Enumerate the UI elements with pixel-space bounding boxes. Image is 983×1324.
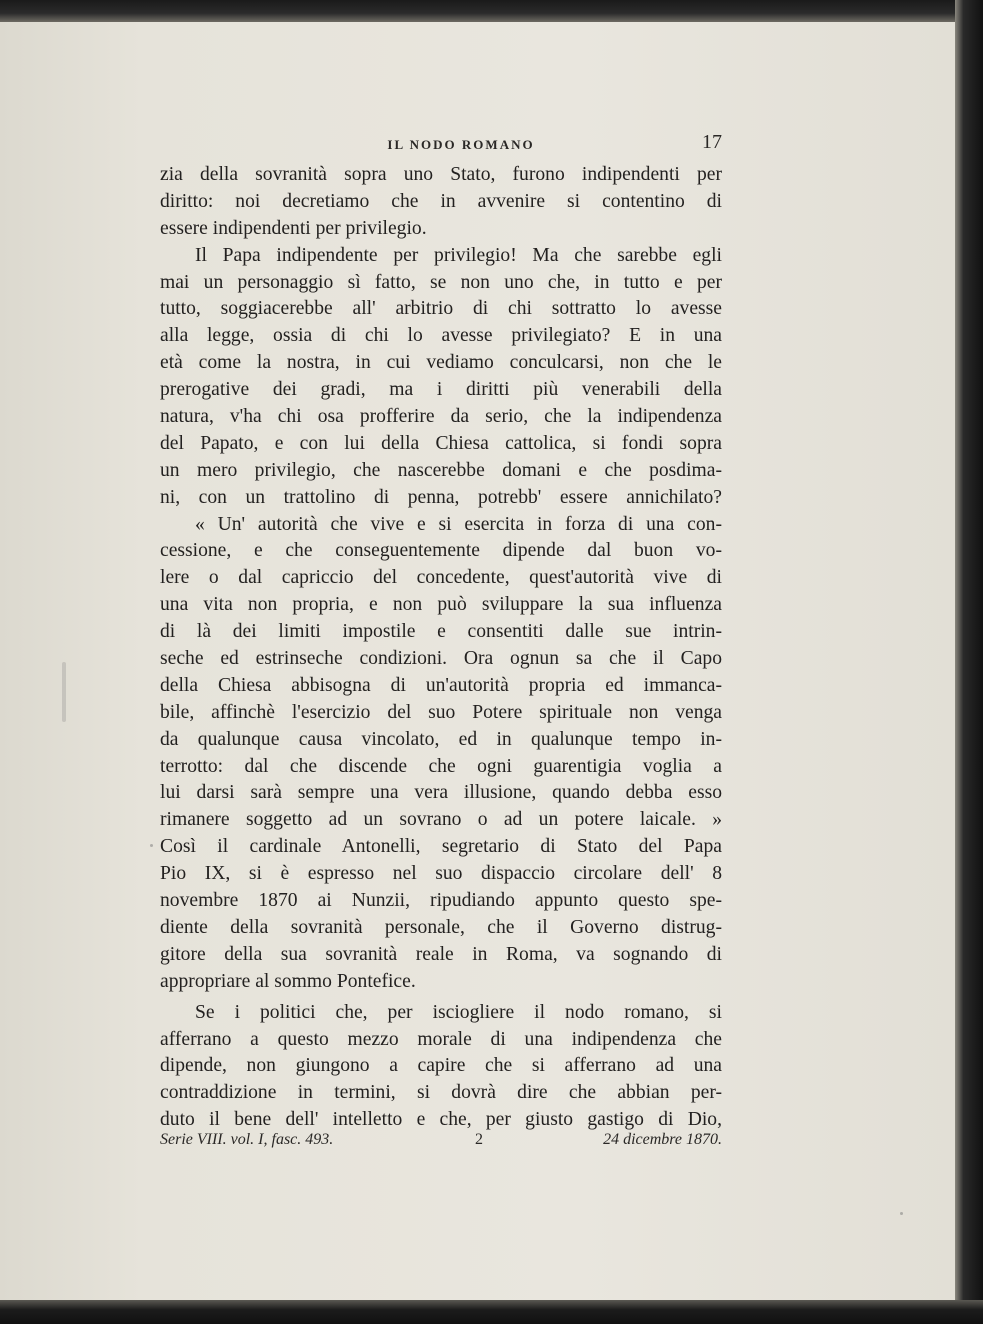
text-line: mai un personaggio sì fatto, se non uno che, in tutto e per — [160, 271, 722, 293]
text-line: seche ed estrinseche condizioni. Ora ognun sa che il Capo — [160, 648, 722, 670]
scan-artifact — [62, 662, 66, 722]
text-line: Pio IX, si è espresso nel suo dispaccio circolare dell' 8 — [160, 863, 722, 885]
paragraph-2 — [160, 243, 722, 512]
body-text — [160, 162, 722, 1134]
text-line: tutto, soggiacerebbe all' arbitrio di chi sottratto lo avesse — [160, 298, 722, 320]
text-line: prerogative dei gradi, ma i diritti più venerabili della — [160, 379, 722, 401]
text-line: alla legge, ossia di chi lo avesse privilegiato? E in una — [160, 325, 722, 347]
scan-border-bottom — [0, 1300, 983, 1324]
text-line: Se i politici che, per isciogliere il nodo romano, si — [195, 1001, 722, 1023]
running-head: IL NODO ROMANO — [387, 137, 535, 152]
text-line: « Un' autorità che vive e si esercita in forza di una con- — [195, 513, 722, 535]
text-line: essere indipendenti per privilegio. — [160, 217, 427, 239]
scan-artifact — [900, 1212, 903, 1215]
text-line: afferrano a questo mezzo morale di una indipendenza che — [160, 1028, 722, 1050]
text-line: rimanere soggetto ad un sovrano o ad un potere laicale. » — [160, 809, 722, 831]
text-line: contraddizione in termini, si dovrà dire che abbian per- — [160, 1082, 722, 1104]
text-line: un mero privilegio, che nascerebbe domani e che posdima- — [160, 459, 722, 481]
scan-border-top — [0, 0, 983, 22]
text-line: ni, con un trattolino di penna, potrebb' essere annichilato? — [160, 486, 722, 508]
paragraph-1 — [160, 162, 722, 243]
text-line: zia della sovranità sopra uno Stato, furono indipendenti per — [160, 164, 722, 185]
text-line: del Papato, e con lui della Chiesa cattolica, si fondi sopra — [160, 432, 722, 454]
page-number: 17 — [702, 131, 722, 153]
text-line: diritto: noi decretiamo che in avvenire si contentino di — [160, 190, 722, 212]
text-line: una vita non propria, e non può sviluppare la sua influenza — [160, 594, 722, 616]
text-line: dipende, non giungono a capire che si afferrano ad una — [160, 1055, 722, 1077]
text-line: cessione, e che conseguentemente dipende dal buon vo- — [160, 540, 722, 562]
text-line: da qualunque causa vincolato, ed in qualunque tempo in- — [160, 728, 722, 750]
footer-date: 24 dicembre 1870. — [603, 1131, 722, 1148]
text-line: diente della sovranità personale, che il Governo distrug- — [160, 916, 722, 938]
page-footer — [160, 1131, 722, 1155]
text-line: gitore della sua sovranità reale in Roma, va sognando di — [160, 943, 722, 965]
text-line: lui darsi sarà sempre una vera illusione, quando debba esso — [160, 782, 722, 804]
footer-signature: 2 — [475, 1131, 483, 1148]
text-line: natura, v'ha chi osa profferire da serio, che la indipendenza — [160, 406, 722, 428]
footer-series: Serie VIII. vol. I, fasc. 493. — [160, 1131, 334, 1148]
text-line: di là dei limiti impostile e consentiti dalle sue intrin- — [160, 621, 722, 643]
text-line: duto il bene dell' intelletto e che, per giusto gastigo di Dio, — [160, 1109, 722, 1131]
text-line: età come la nostra, in cui vediamo conculcarsi, non che le — [160, 352, 722, 374]
paragraph-3 — [160, 512, 722, 996]
text-line: Così il cardinale Antonelli, segretario di Stato del Papa — [160, 836, 722, 858]
text-line: terrotto: dal che discende che ogni guarentigia voglia a — [160, 755, 722, 777]
page-header — [160, 131, 722, 161]
text-line: Il Papa indipendente per privilegio! Ma che sarebbe egli — [195, 244, 722, 266]
text-line: novembre 1870 ai Nunzii, ripudiando appunto questo spe- — [160, 890, 722, 912]
text-line: bile, affinchè l'esercizio del suo Potere spirituale non venga — [160, 701, 722, 723]
scan-artifact — [150, 844, 153, 847]
text-line: appropriare al sommo Pontefice. — [160, 970, 416, 992]
scan-border-right — [955, 0, 983, 1324]
text-line: lere o dal capriccio del concedente, quest'autorità vive di — [160, 567, 722, 589]
text-line: della Chiesa abbisogna di un'autorità propria ed immanca- — [160, 674, 722, 696]
paragraph-4 — [160, 1000, 722, 1134]
